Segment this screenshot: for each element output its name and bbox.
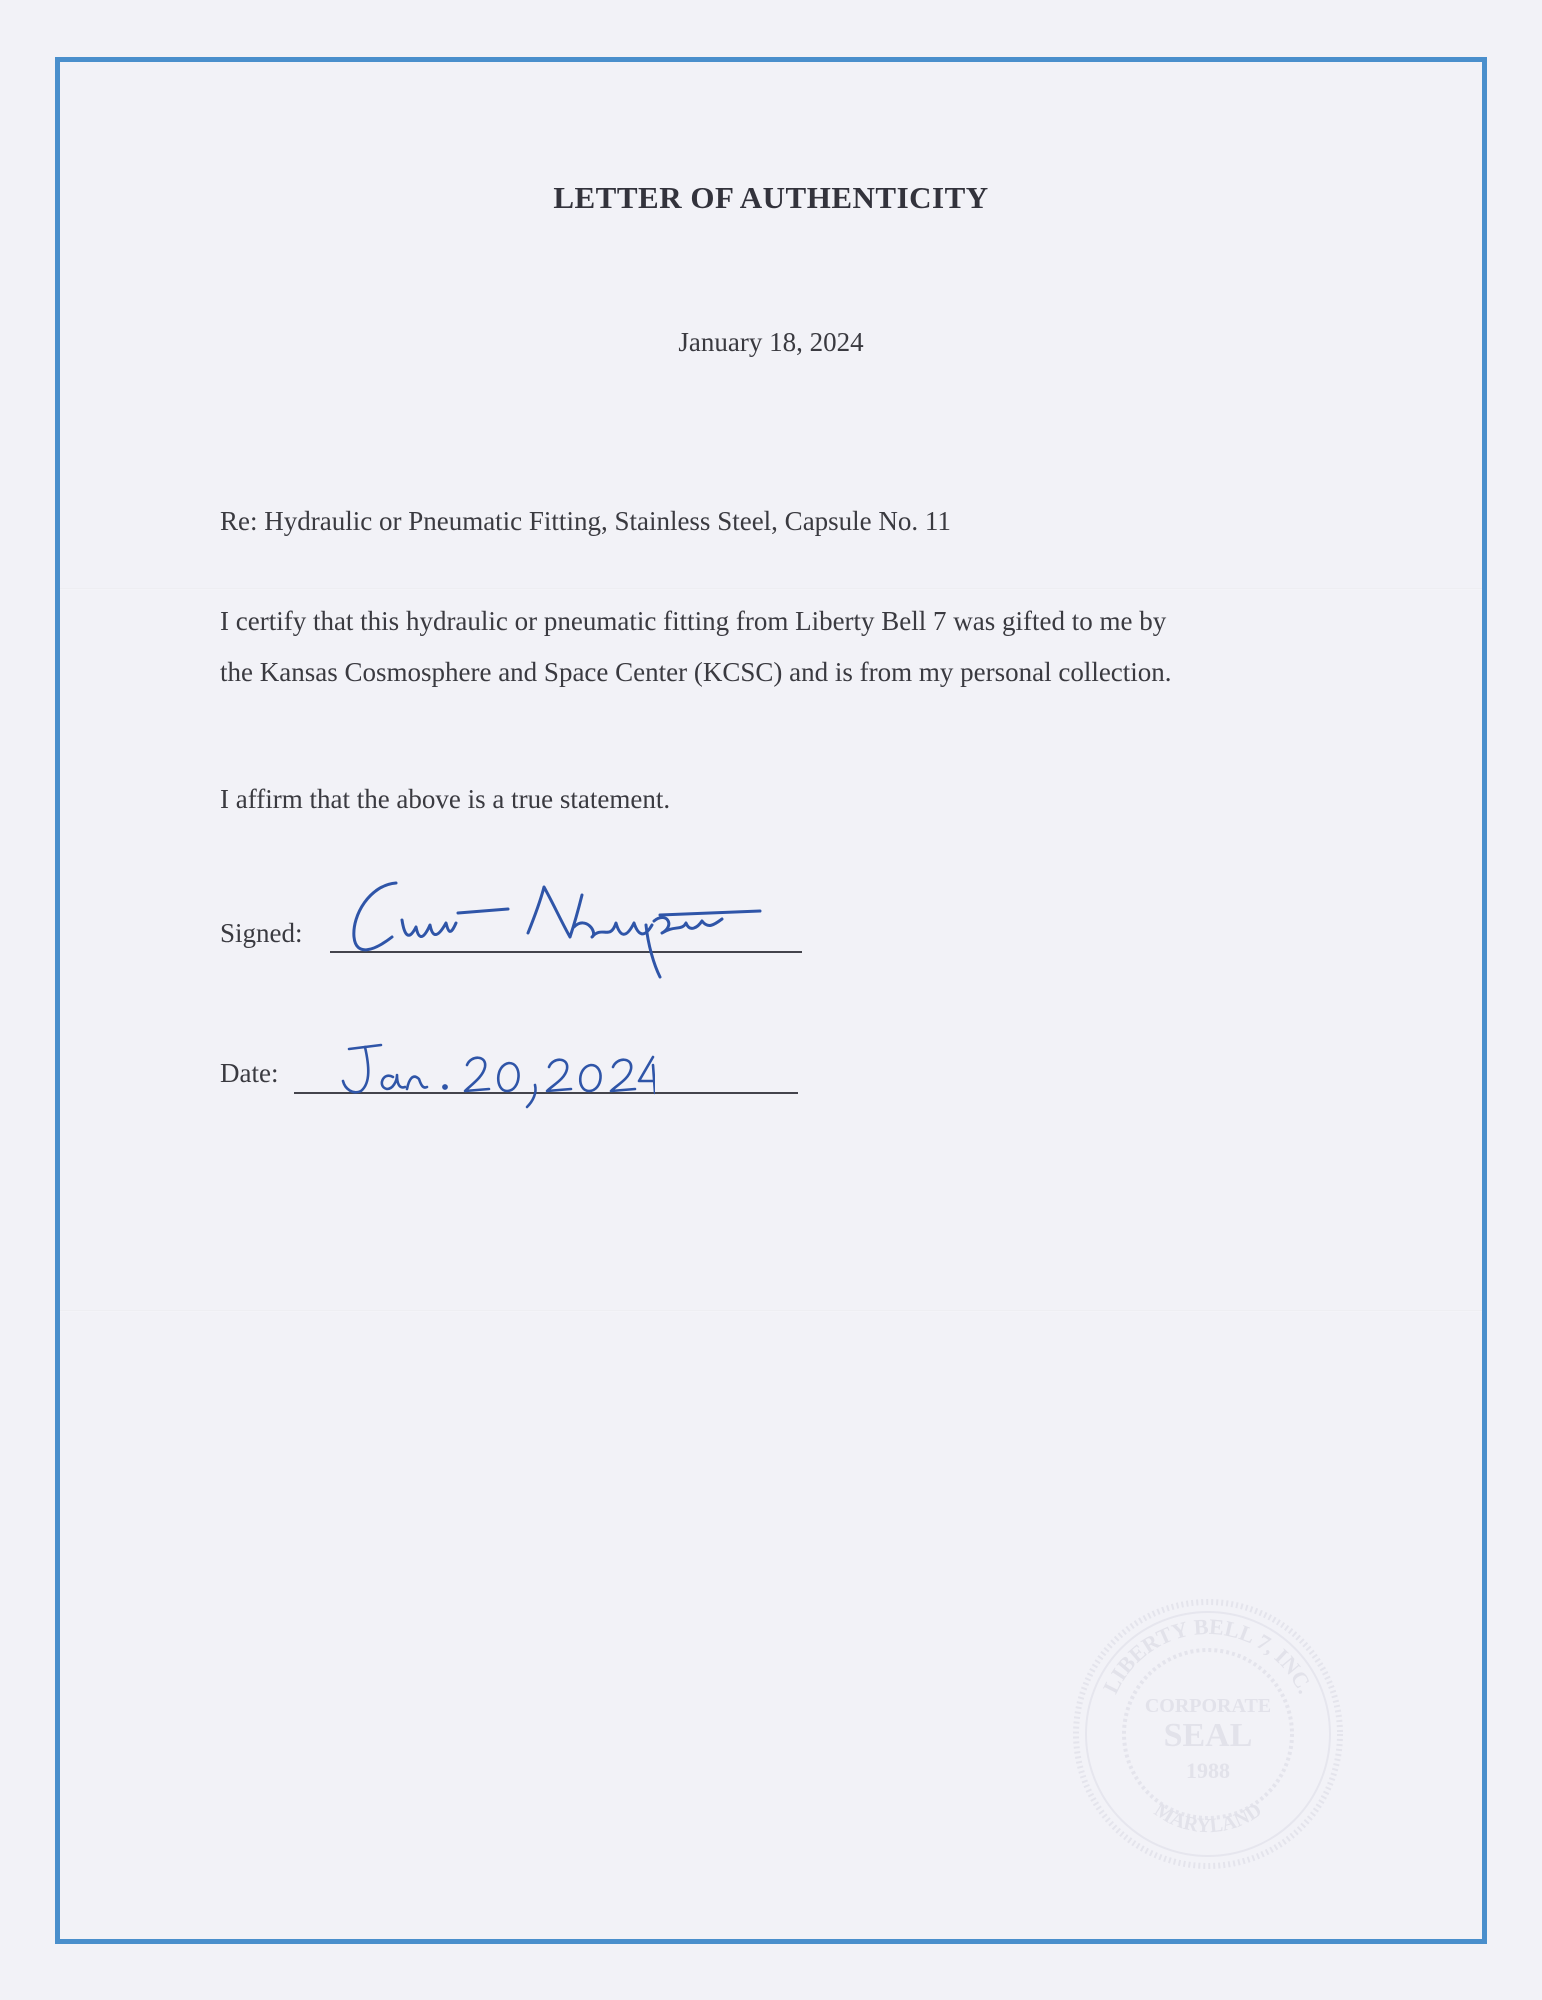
document-title: LETTER OF AUTHENTICITY <box>553 180 989 215</box>
svg-text:CORPORATE: CORPORATE <box>1144 1695 1272 1717</box>
svg-text:LIBERTY BELL 7, INC.: LIBERTY BELL 7, INC. <box>1097 1613 1319 1698</box>
body-line-2: the Kansas Cosmosphere and Space Center (KCSC) and is from my personal collection. <box>220 657 1172 687</box>
svg-text:1988: 1988 <box>1186 1758 1230 1783</box>
signed-label: Signed: <box>220 918 303 948</box>
date-label: Date: <box>220 1058 279 1088</box>
embossed-corporate-seal <box>1068 1594 1348 1874</box>
svg-text:SEAL: SEAL <box>1163 1717 1253 1754</box>
paper-fold <box>60 1310 1482 1312</box>
paper-fold <box>60 588 1482 590</box>
re-line: Re: Hydraulic or Pneumatic Fitting, Stainless Steel, Capsule No. 11 <box>220 506 951 536</box>
affirmation-text: I affirm that the above is a true statement. <box>220 784 671 814</box>
body-line-1: I certify that this hydraulic or pneumatic fitting from Liberty Bell 7 was gifted to me by <box>220 606 1167 636</box>
letter-date: January 18, 2024 <box>678 327 864 357</box>
handwritten-date <box>335 1035 655 1115</box>
handwritten-signature <box>330 865 790 985</box>
svg-text:MARYLAND: MARYLAND <box>1150 1798 1266 1838</box>
